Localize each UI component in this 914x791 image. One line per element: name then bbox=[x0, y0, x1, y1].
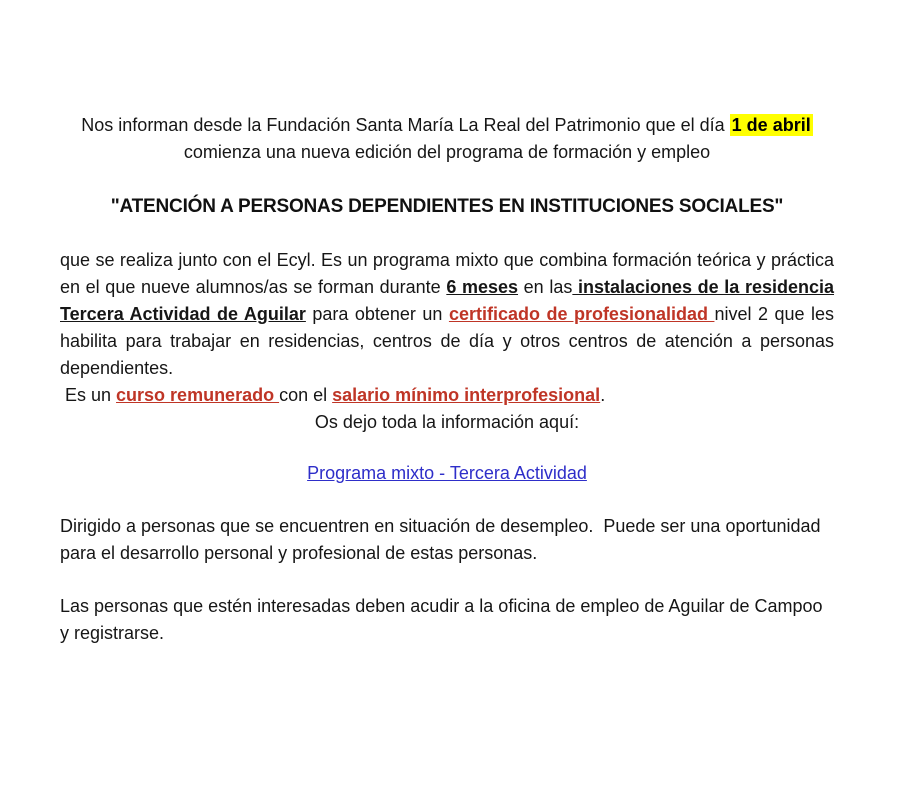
program-title: "ATENCIÓN A PERSONAS DEPENDIENTES EN INSTITUCIONES SOCIALES" bbox=[110, 196, 784, 217]
description-text: para obtener un bbox=[305, 304, 449, 324]
date-highlight: 1 de abril bbox=[731, 115, 811, 135]
description-text: que se realiza junto con el Ecyl. Es un programa mixto que combina formación teórica y práctica en el que nueve alumnos/as se forman durante bbox=[60, 250, 834, 297]
intro-text-before: Nos informan desde la Fundación Santa María La Real del Patrimonio que el día bbox=[81, 115, 730, 135]
link-row bbox=[60, 460, 834, 487]
remuneration-text: . bbox=[600, 385, 606, 405]
remuneration-paragraph bbox=[60, 382, 834, 409]
remuneration-text: Es un bbox=[65, 385, 117, 405]
intro-paragraph bbox=[60, 112, 834, 166]
remuneration-text: con el bbox=[279, 385, 333, 405]
minimum-wage-emphasis: salario mínimo interprofesional bbox=[332, 385, 601, 405]
program-description-paragraph bbox=[60, 247, 834, 382]
description-text: en las bbox=[518, 277, 573, 297]
target-audience-paragraph: Dirigido a personas que se encuentren en situación de desempleo. Puede ser una oportunidad para el desarrollo personal y profesional de estas personas. bbox=[60, 516, 821, 563]
certificate-emphasis: certificado de profesionalidad bbox=[448, 304, 715, 324]
call-to-action-paragraph: Las personas que estén interesadas deben acudir a la oficina de empleo de Aguilar de Campoo y registrarse. bbox=[60, 596, 823, 643]
intro-text-after: comienza una nueva edición del programa de formación y empleo bbox=[183, 142, 711, 162]
info-line: Os dejo toda la información aquí: bbox=[314, 412, 580, 432]
location-emphasis: instalaciones de la residencia Tercera Actividad de Aguilar bbox=[60, 277, 835, 324]
description-text: nivel 2 que les habilita para trabajar en residencias, centros de día y otros centros de atención a personas dependientes. bbox=[60, 304, 834, 378]
duration-emphasis: 6 meses bbox=[446, 277, 519, 297]
paid-course-emphasis: curso remunerado bbox=[116, 385, 280, 405]
program-link[interactable]: Programa mixto - Tercera Actividad bbox=[307, 463, 587, 483]
